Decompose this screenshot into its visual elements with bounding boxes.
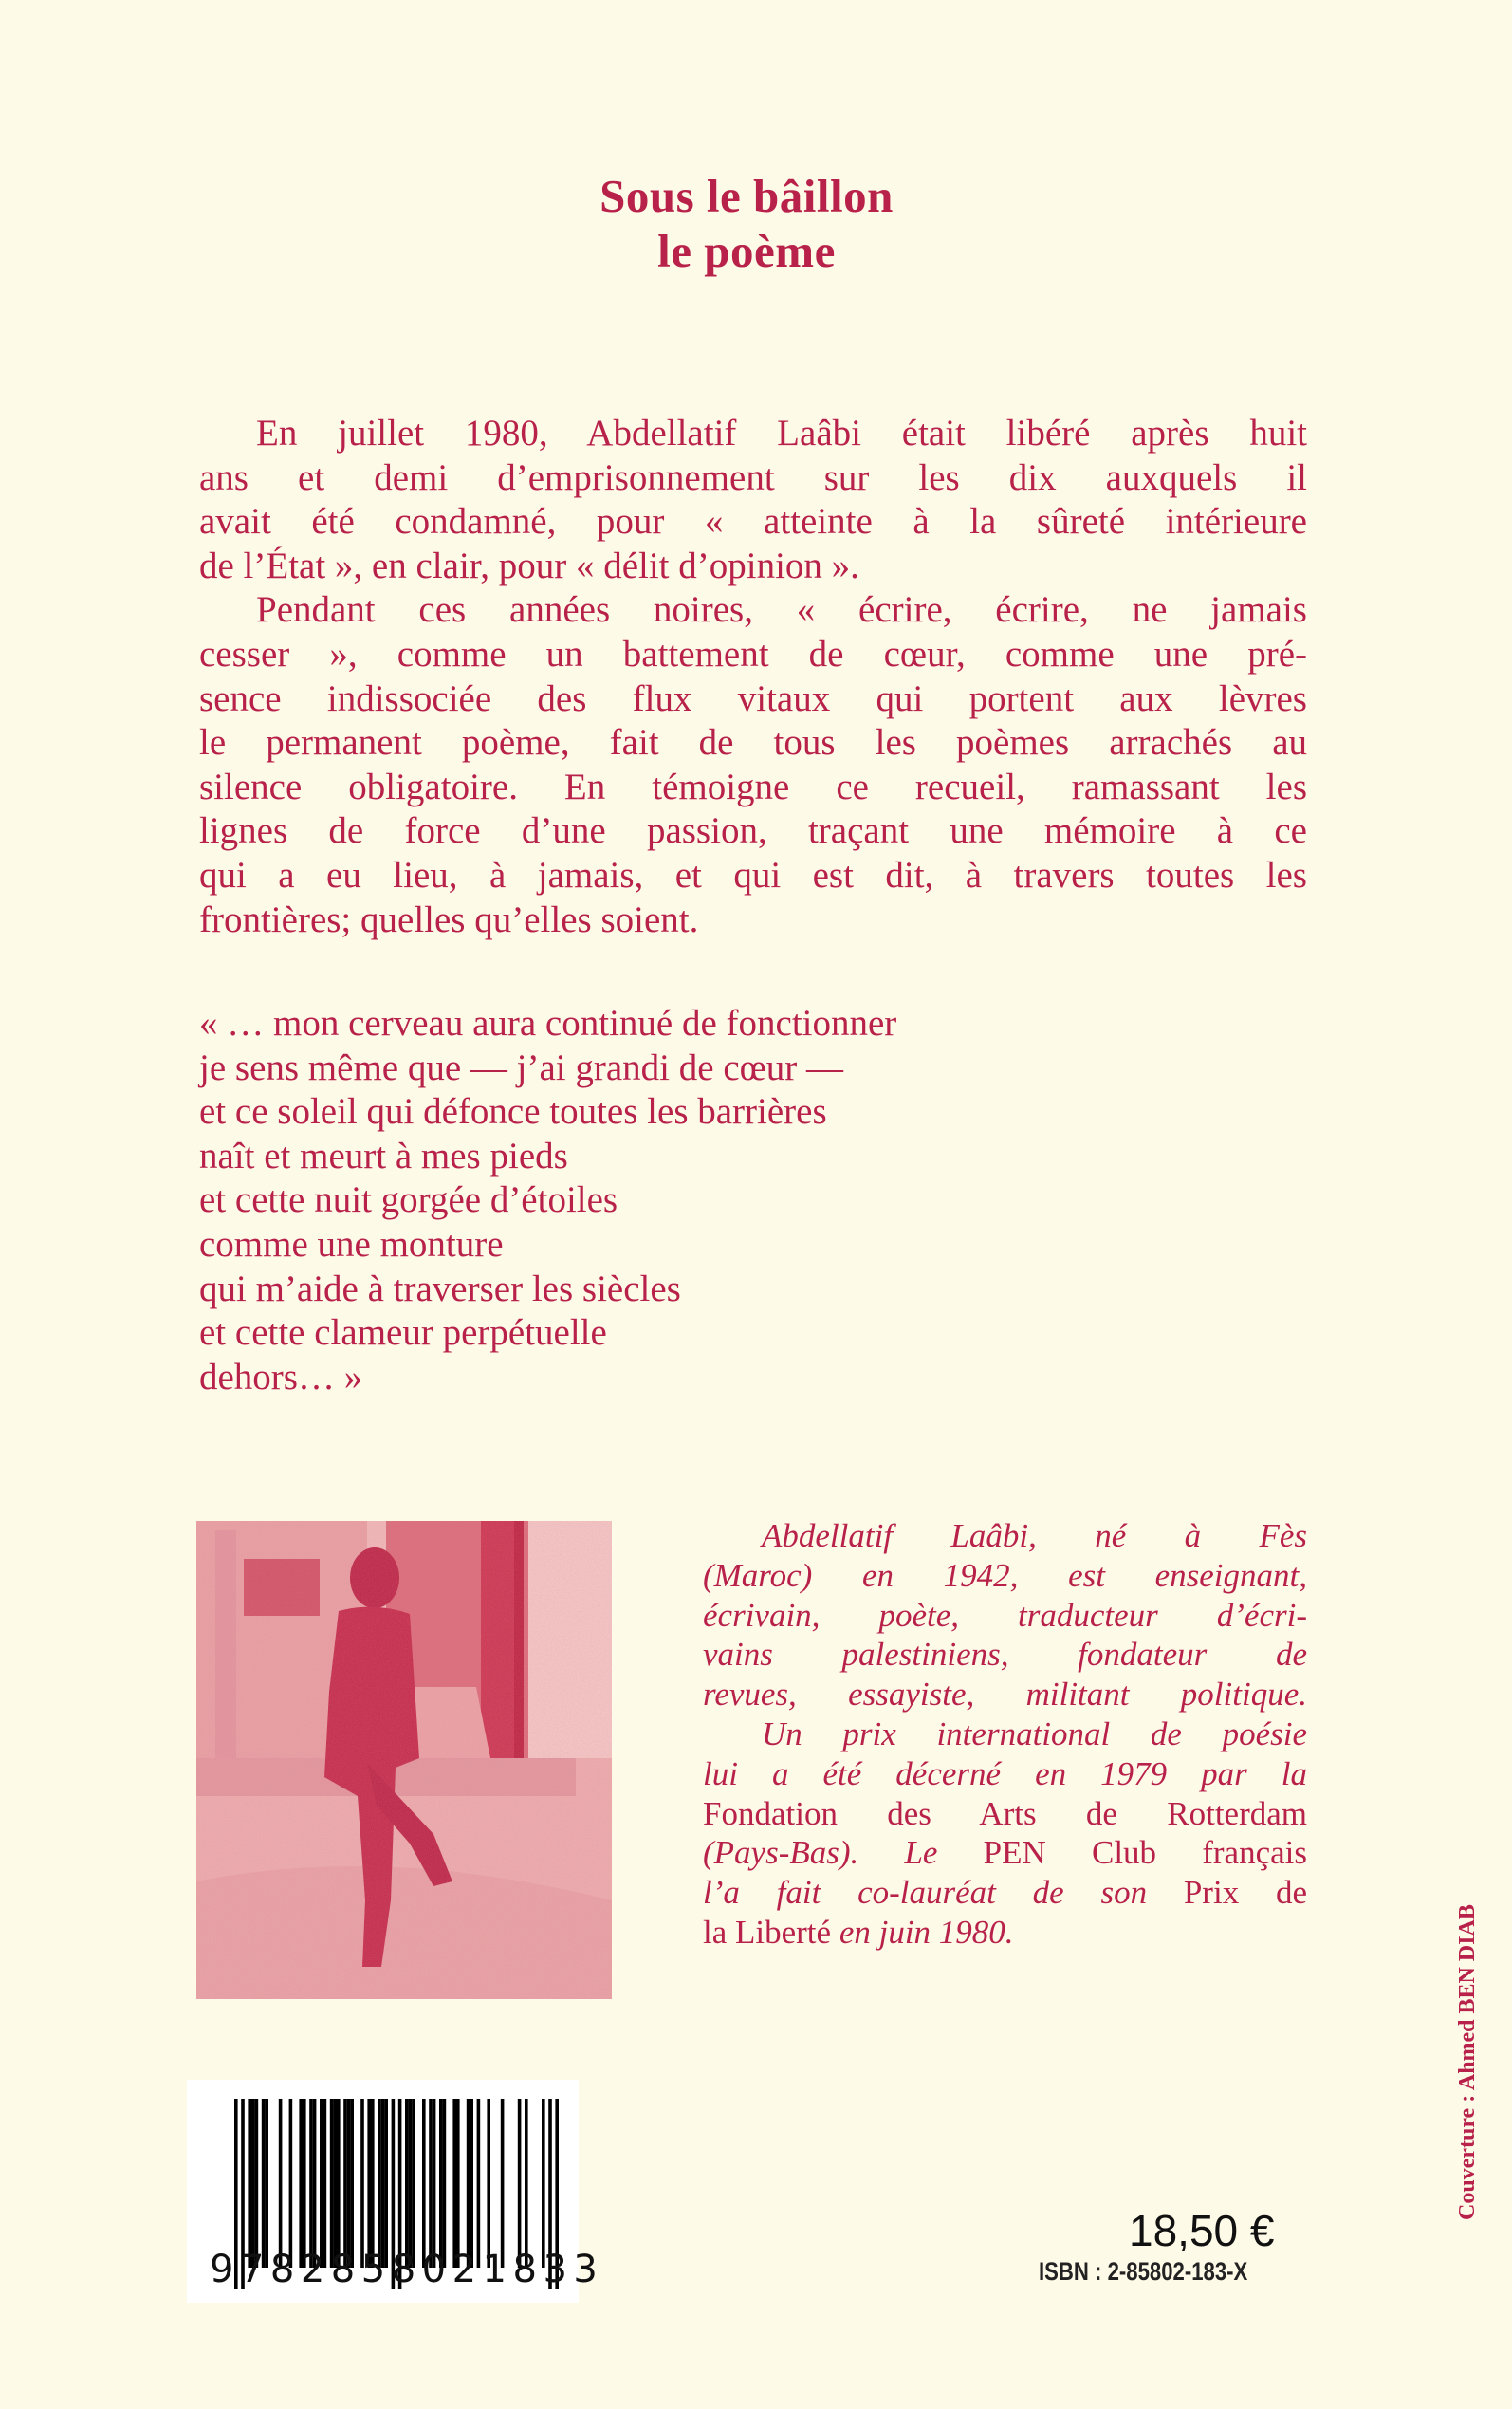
blurb-line: En juillet 1980, Abdellatif Laâbi était libéré après huit — [256, 413, 1307, 454]
poem-line: qui m’aide à traverser les siècles — [199, 1268, 681, 1309]
bio-line: (Maroc) en 1942, est enseignant, — [703, 1556, 1307, 1594]
poem-line: et cette nuit gorgée d’étoiles — [199, 1179, 618, 1221]
bio-line: lui a été décerné en 1979 par la — [703, 1754, 1307, 1792]
blurb-line: de l’État », en clair, pour « délit d’opinion ». — [199, 545, 859, 586]
blurb-line: le permanent poème, fait de tous les poèmes arrachés au — [199, 722, 1307, 764]
bio-line — [703, 1913, 1307, 1953]
blurb-paragraph-1 — [199, 412, 1307, 588]
bio-roman-segment: PEN Club français — [983, 1834, 1307, 1872]
bio-roman-segment: Prix de — [1183, 1874, 1307, 1912]
bio-italic-segment: en juin 1980. — [839, 1913, 1014, 1951]
bio-line — [703, 1833, 1307, 1873]
blurb-text — [199, 412, 1307, 942]
poem-line: et ce soleil qui défonce toutes les barrières — [199, 1091, 827, 1133]
bio-line: écrivain, poète, traducteur d’écri- — [703, 1596, 1307, 1634]
blurb-line: sence indissociée des flux vitaux qui portent aux lèvres — [199, 677, 1307, 719]
poem-excerpt — [199, 1002, 896, 1399]
bio-italic-segment: l’a fait co-lauréat de son — [703, 1874, 1148, 1912]
bio-line: Fondation des Arts de Rotterdam — [703, 1794, 1307, 1832]
blurb-line: silence obligatoire. En témoigne ce recueil, ramassant les — [199, 766, 1307, 807]
bio-roman-segment: la Liberté — [703, 1913, 832, 1951]
bio-line: vains palestiniens, fondateur de — [703, 1636, 1307, 1674]
isbn-label: ISBN : 2-85802-183-X — [1039, 2257, 1248, 2286]
blurb-line: qui a eu lieu, à jamais, et qui est dit, à travers toutes les — [199, 854, 1307, 896]
blurb-paragraph-2 — [199, 588, 1307, 942]
poem-line: et cette clameur perpétuelle — [199, 1312, 607, 1354]
poem-line: « … mon cerveau aura continué de fonctionner — [199, 1003, 897, 1044]
price-label: 18,50 € — [1129, 2206, 1275, 2255]
cover-credit: Couverture : Ahmed BEN DIAB — [1455, 1904, 1480, 2220]
poem-line: comme une monture — [199, 1223, 504, 1265]
bio-line: Abdellatif Laâbi, né à Fès — [762, 1517, 1307, 1554]
title-line-1: Sous le bâillon — [599, 170, 894, 222]
isbn-barcode — [187, 2080, 604, 2303]
bio-italic-segment: (Pays-Bas). Le — [703, 1834, 938, 1872]
poem-line: naît et meurt à mes pieds — [199, 1135, 568, 1177]
blurb-line: lignes de force d’une passion, traçant une mémoire à ce — [199, 810, 1307, 852]
bio-line — [703, 1873, 1307, 1913]
title-line-2: le poème — [657, 225, 836, 277]
bio-line: Un prix international de poésie — [762, 1714, 1307, 1752]
bio-line: revues, essayiste, militant politique. — [703, 1676, 1307, 1714]
author-bio — [703, 1516, 1307, 1953]
barcode-digits: 9782858021833 — [210, 2248, 604, 2291]
poem-line: dehors… » — [199, 1356, 363, 1398]
blurb-line: frontières; quelles qu’elles soient. — [199, 899, 699, 940]
poem-line: je sens même que — j’ai grandi de cœur — — [199, 1047, 844, 1088]
author-portrait-image — [196, 1521, 612, 1999]
blurb-line: Pendant ces années noires, « écrire, écrire, ne jamais — [256, 589, 1307, 631]
author-photo — [196, 1521, 612, 1999]
blurb-line: cesser », comme un battement de cœur, comme une pré- — [199, 633, 1307, 675]
blurb-line: avait été condamné, pour « atteinte à la sûreté intérieure — [199, 501, 1307, 543]
blurb-line: ans et demi d’emprisonnement sur les dix auxquels il — [199, 456, 1307, 498]
book-title — [0, 169, 1512, 279]
